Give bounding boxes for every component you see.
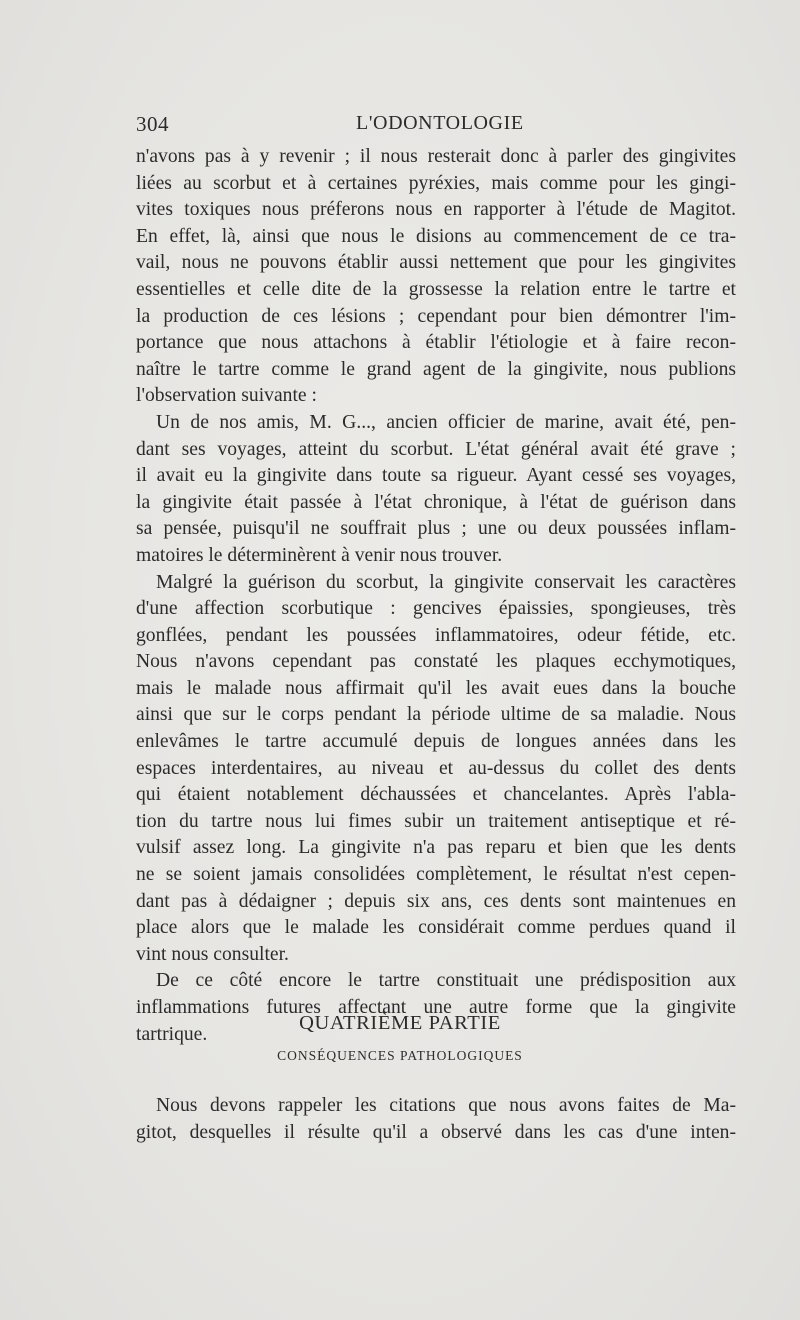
- text-line: naître le tartre comme le grand agent de la gingivite, nous publions: [136, 358, 736, 380]
- text-line: l'observation suivante :: [136, 385, 317, 407]
- text-line: dant ses voyages, atteint du scorbut. L'état général avait été grave ;: [136, 438, 736, 460]
- page-number: 304: [136, 112, 169, 136]
- text-line: place alors que le malade les considérait comme perdues quand il: [136, 917, 736, 939]
- text-line: matoires le déterminèrent à venir nous trouver.: [136, 544, 503, 566]
- text-line: gonflées, pendant les poussées inflammatoires, odeur fétide, etc.: [136, 624, 736, 646]
- section-title: QUATRIÈME PARTIE: [299, 1012, 501, 1034]
- text-line: Nous devons rappeler les citations que nous avons faites de Ma-: [156, 1095, 736, 1116]
- text-line: sa pensée, puisqu'il ne souffrait plus ; une ou deux poussées inflam-: [136, 518, 736, 540]
- section-subtitle: CONSÉQUENCES PATHOLOGIQUES: [277, 1048, 523, 1063]
- text-line: vulsif assez long. La gingivite n'a pas reparu et bien que les dents: [136, 837, 736, 859]
- text-line: ne se soient jamais consolidées complètement, le résultat n'est cepen-: [136, 864, 736, 886]
- text-line: Un de nos amis, M. G..., ancien officier de marine, avait été, pen-: [156, 411, 736, 433]
- text-line: n'avons pas à y revenir ; il nous resterait donc à parler des gingivites: [136, 146, 736, 167]
- text-line: tion du tartre nous lui fimes subir un traitement antiseptique et ré-: [136, 810, 736, 832]
- text-line: d'une affection scorbutique : gencives épaissies, spongieuses, très: [136, 598, 736, 620]
- text-line: gitot, desquelles il résulte qu'il a observé dans les cas d'une inten-: [136, 1121, 736, 1143]
- text-line: essentielles et celle dite de la grossesse la relation entre le tartre et: [136, 278, 736, 300]
- text-line: la production de ces lésions ; cependant pour bien démontrer l'im-: [136, 305, 736, 327]
- text-line: Nous n'avons cependant pas constaté les plaques ecchymotiques,: [136, 651, 736, 673]
- closing-text: [136, 1093, 736, 1146]
- page-header: [136, 112, 736, 142]
- text-line: mais le malade nous affirmait qu'il les avait eues dans la bouche: [136, 677, 736, 699]
- text-line: De ce côté encore le tartre constituait une prédisposition aux: [156, 970, 736, 992]
- body-text: [136, 144, 736, 1048]
- text-line: espaces interdentaires, au niveau et au-dessus du collet des dents: [136, 757, 736, 779]
- text-line: enlevâmes le tartre accumulé depuis de longues années dans les: [136, 731, 736, 753]
- text-line: liées au scorbut et à certaines pyréxies, mais comme pour les gingi-: [136, 172, 736, 194]
- text-line: En effet, là, ainsi que nous le disions au commencement de ce tra-: [136, 225, 736, 247]
- text-line: ainsi que sur le corps pendant la période ultime de sa maladie. Nous: [136, 704, 736, 726]
- text-line: qui étaient notablement déchaussées et chancelantes. Après l'abla-: [136, 784, 736, 806]
- text-line: tartrique.: [136, 1023, 208, 1045]
- text-line: Malgré la guérison du scorbut, la gingivite conservait les caractères: [156, 571, 736, 593]
- text-line: vint nous consulter.: [136, 943, 289, 965]
- text-line: portance que nous attachons à établir l'étiologie et à faire recon-: [136, 332, 736, 354]
- text-line: inflammations futures affectant une autre forme que la gingivite: [136, 997, 736, 1018]
- text-line: il avait eu la gingivite dans toute sa rigueur. Ayant cessé ses voyages,: [136, 465, 736, 487]
- text-line: vail, nous ne pouvons établir aussi nettement que pour les gingivites: [136, 252, 736, 274]
- running-head: L'ODONTOLOGIE: [356, 112, 524, 134]
- text-line: dant pas à dédaigner ; depuis six ans, ces dents sont maintenues en: [136, 890, 736, 912]
- text-line: la gingivite était passée à l'état chronique, à l'état de guérison dans: [136, 491, 736, 513]
- text-line: vites toxiques nous préferons nous en rapporter à l'étude de Magitot.: [136, 199, 736, 221]
